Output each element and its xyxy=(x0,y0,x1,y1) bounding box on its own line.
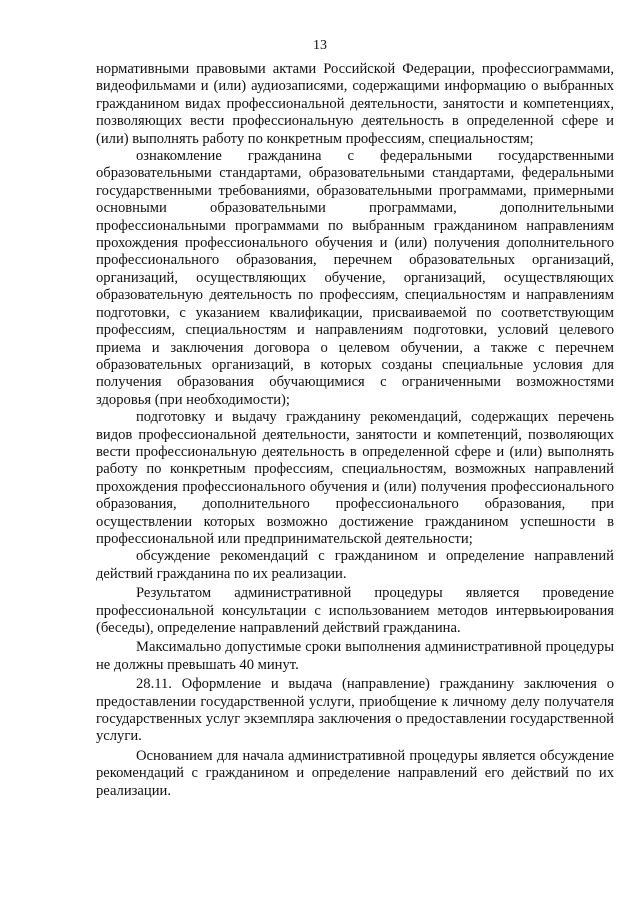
document-body xyxy=(96,61,614,800)
paragraph-familiarization: ознакомление гражданина с федеральными государственными образовательными стандартами, образовательными стандартами, федеральными государственными требованиями, образовательными программами, примерными основными образовательными программами, дополнительными профессиональными программами по выбранным гражданином направлениям прохождения профессионального обучения и (или) получения дополнительного профессионального образования, перечнем образовательных организаций, организаций, осуществляющих обучение, организаций, осуществляющих образовательную деятельность по профессиям, специальностям и направлениям подготовки, с указанием квалификации, присваиваемой по соответствующим профессиям, специальностям и направлениям подготовки, условий целевого приема и заключения договора о целевом обучении, а также с перечнем образовательных организаций, в которых созданы специальные условия для получения образования обучающимися с ограниченными возможностями здоровья (при необходимости); xyxy=(96,148,614,408)
page-number: 13 xyxy=(313,38,327,53)
paragraph-recommendations-preparation: подготовку и выдачу гражданину рекомендаций, содержащих перечень видов профессиональной деятельности, занятости и компетенций, позволяющих вести профессиональную деятельность в определенной сфере и (или) выполнять работу по конкретным профессиям, специальностям, возможных направлений прохождения профессионального обучения и (или) получения профессионального образования, дополнительного профессионального образования, при осуществлении которых возможно достижение гражданином успешности в профессиональной или предпринимательской деятельности; xyxy=(96,409,614,547)
paragraph-recommendations-discussion: обсуждение рекомендаций с гражданином и определение направлений действий гражданина по их реализации. xyxy=(96,548,614,582)
paragraph-max-duration: Максимально допустимые сроки выполнения административной процедуры не должны превышать 40 минут. xyxy=(96,639,614,673)
paragraph-continuation: нормативными правовыми актами Российской Федерации, профессиограммами, видеофильмами и (или) аудиозаписями, содержащими информацию о выбранных гражданином видах профессиональной деятельности, занятости и компетенциях, позволяющих вести профессиональную деятельность в определенной сфере и (или) выполнять работу по конкретным профессиям, специальностям; xyxy=(96,61,614,147)
paragraph-procedure-result: Результатом административной процедуры является проведение профессиональной консультации с использованием методов интервьюирования (беседы), определение направлений действий гражданина. xyxy=(96,585,614,636)
paragraph-procedure-basis: Основанием для начала административной процедуры является обсуждение рекомендаций с гражданином и определение направлений его действий по их реализации. xyxy=(96,747,614,799)
paragraph-section-28-11: 28.11. Оформление и выдача (направление) гражданину заключения о предоставлении государственной услуги, приобщение к личному делу получателя государственных услуг экземпляра заключения о предоставлении государственной услуги. xyxy=(96,676,614,745)
